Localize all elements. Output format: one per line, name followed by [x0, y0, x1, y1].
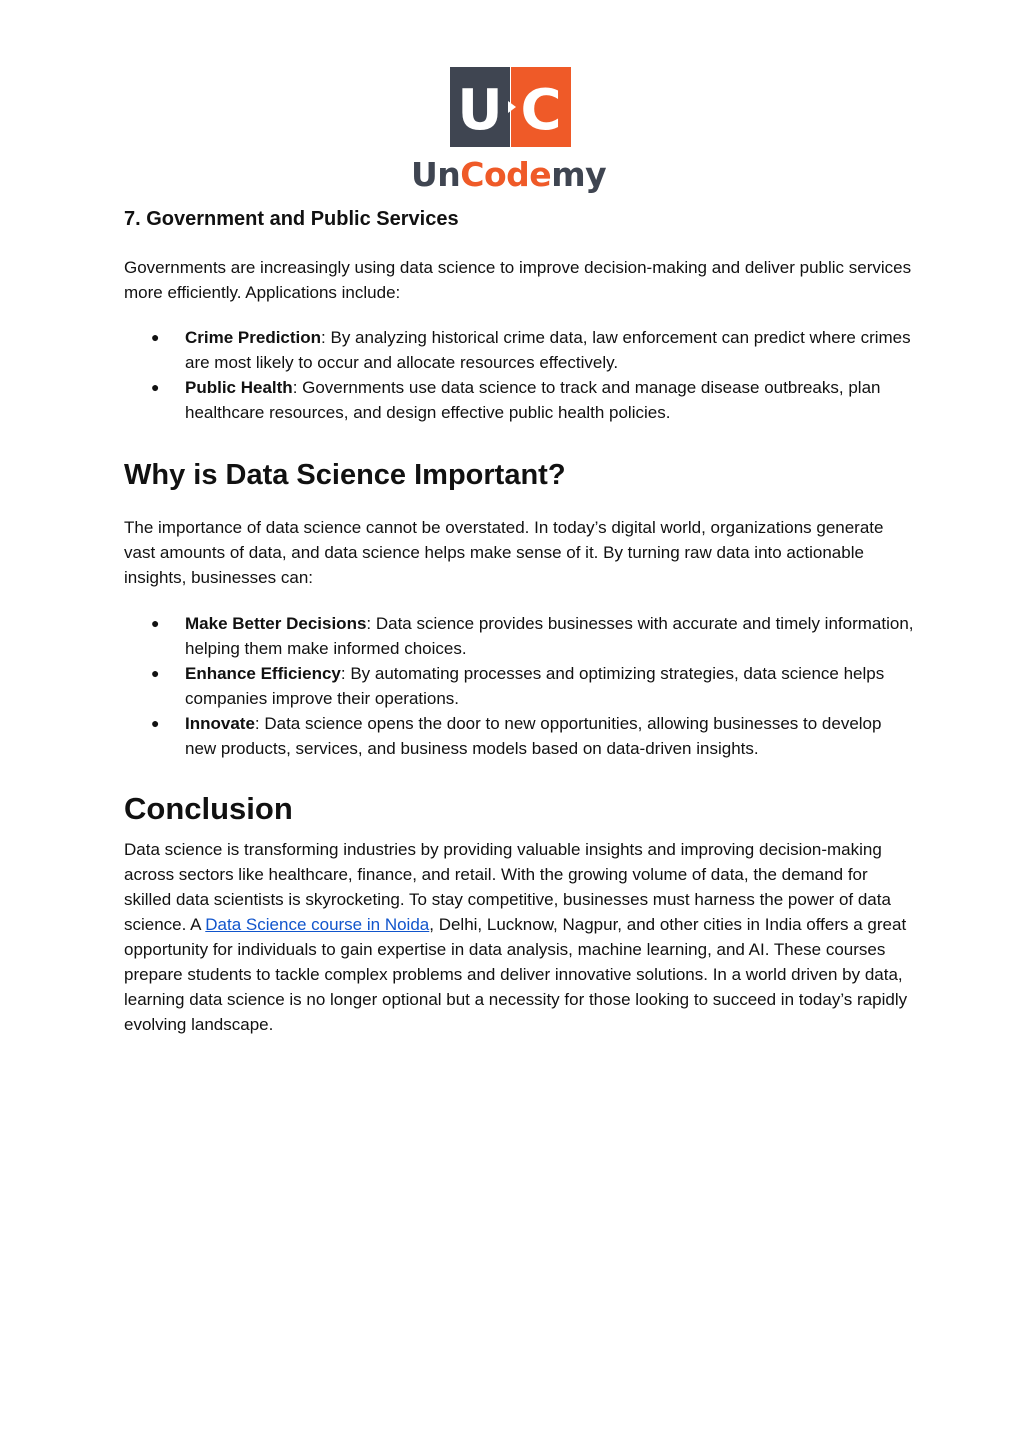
government-intro-paragraph: Governments are increasingly using data science to improve decision-making and deliver public services more efficiently. Applications include: — [124, 258, 912, 302]
logo-wordmark-part1: Un — [411, 155, 461, 194]
list-item-term: Crime Prediction — [185, 328, 322, 347]
conclusion-text-before-link: Data science is transforming industries by providing valuable insights and improving decision-making across sectors like healthcare, finance, and retail. With the growing volume of data, the demand for skilled data scientists is skyrocketing. To stay competitive, businesses must harness the power of data science. A — [124, 840, 891, 934]
list-item — [124, 661, 914, 711]
conclusion-text-after-link: , Delhi, Lucknow, Nagpur, and other cities in India offers a great opportunity for individuals to gain expertise in data analysis, machine learning, and AI. These courses prepare students to tackle complex problems and deliver innovative solutions. In a world driven by data, learning data science is no longer optional but a necessity for those looking to succeed in today’s rapidly evolving landscape. — [124, 915, 908, 1034]
section-heading-importance: Why is Data Science Important? — [124, 459, 566, 491]
list-item — [124, 325, 914, 375]
importance-intro-paragraph: The importance of data science cannot be overstated. In today’s digital world, organizations generate vast amounts of data, and data science helps make sense of it. By turning raw data into actionable insights, businesses can: — [124, 518, 884, 587]
section-heading-conclusion: Conclusion — [124, 791, 293, 826]
data-science-course-link[interactable]: Data Science course in Noida — [205, 915, 430, 934]
importance-benefits-list — [124, 611, 914, 761]
list-item — [124, 375, 914, 425]
government-applications-list — [124, 325, 914, 425]
bullet-icon: ● — [151, 715, 160, 731]
list-item-text: : By automating processes and optimizing strategies, data science helps companies improve their operations. — [185, 664, 885, 708]
logo-wordmark-part3: my — [551, 155, 607, 194]
list-item-term: Innovate — [185, 714, 255, 733]
bullet-icon: ● — [151, 329, 160, 345]
list-item-term: Enhance Efficiency — [185, 664, 341, 683]
bullet-icon: ● — [151, 615, 160, 631]
bullet-icon: ● — [151, 379, 160, 395]
list-item-text: : Governments use data science to track and manage disease outbreaks, plan healthcare resources, and design effective public health policies. — [185, 378, 881, 422]
list-item-text: : Data science provides businesses with accurate and timely information, helping them make informed choices. — [185, 614, 914, 658]
uc-logo-mark-icon — [450, 67, 571, 147]
logo-wordmark-part2: Code — [460, 155, 552, 194]
logo-wordmark — [411, 153, 611, 197]
list-item-term: Make Better Decisions — [185, 614, 367, 633]
bullet-icon: ● — [151, 665, 160, 681]
list-item-text: : Data science opens the door to new opportunities, allowing businesses to develop new products, services, and business models based on data-driven insights. — [185, 714, 882, 758]
logo-mark-left-letter: U — [457, 78, 503, 143]
conclusion-paragraph — [124, 837, 914, 1037]
list-item — [124, 711, 914, 761]
logo-mark-right-letter: C — [520, 78, 562, 143]
list-item — [124, 611, 914, 661]
section-heading-government: 7. Government and Public Services — [124, 208, 459, 230]
list-item-text: : By analyzing historical crime data, law enforcement can predict where crimes are most likely to occur and allocate resources effectively. — [185, 328, 911, 372]
list-item-term: Public Health — [185, 378, 293, 397]
